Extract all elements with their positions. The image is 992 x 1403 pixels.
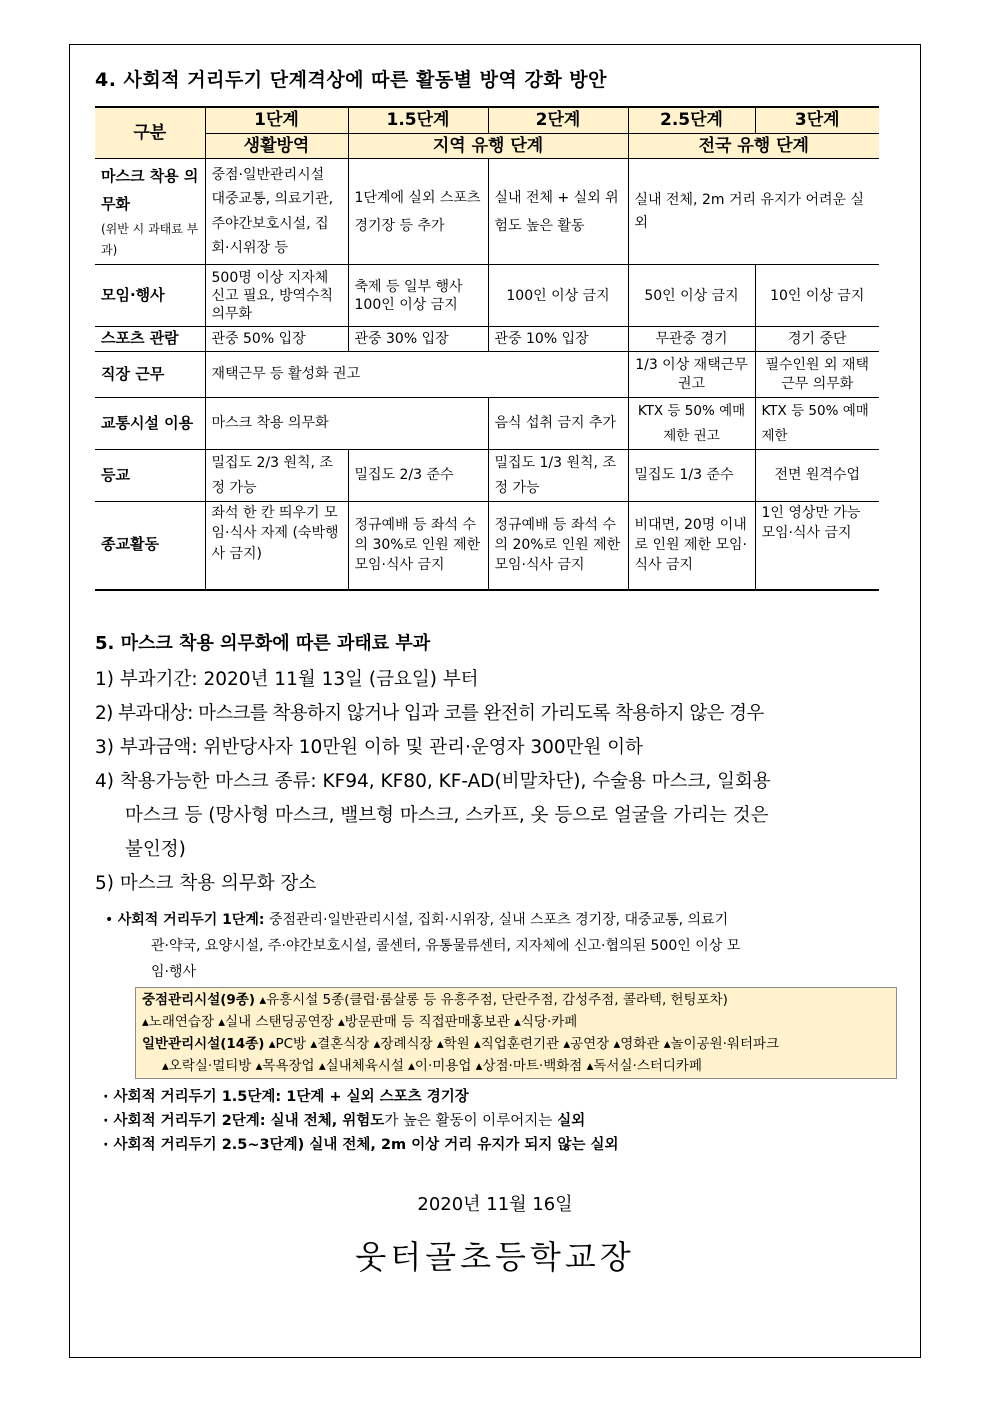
school-stage-3: 전면 원격수업 [755,450,879,502]
work-stage-2-5: 1/3 이상 재택근무 권고 [628,352,755,398]
sports-stage-1: 관중 50% 입장 [205,327,348,352]
school-stage-1-5: 밀집도 2/3 준수 [348,450,488,502]
stage1-text: 중점관리·일반관리시설, 집회·시위장, 실내 스포츠 경기장, 대중교통, 의료기 [268,911,729,928]
sports-stage-3: 경기 중단 [755,327,879,352]
stage1-text-2: 관·약국, 요양시설, 주·야간보호시설, 콜센터, 유통물류센터, 지자체에 신고·협의된 500인 이상 모 [151,937,741,954]
section5-title: 5. 마스크 착용 의무화에 따른 과태료 부과 [95,632,431,654]
facility-box [135,987,897,1079]
header-group-national: 전국 유행 단계 [628,133,879,159]
work-stage-3: 필수인원 외 재택근무 의무화 [755,352,879,398]
transport-stage-1-1-5: 마스크 착용 의무화 [205,398,488,450]
sports-stage-2: 관중 10% 입장 [488,327,628,352]
section4-title: 4. 사회적 거리두기 단계격상에 따른 활동별 방역 강화 방안 [95,69,607,91]
mask-stage-1-5: 1단계에 실외 스포츠 경기장 등 추가 [348,159,488,265]
item-4-continued [95,799,895,867]
header-stage-1-5: 1.5단계 [348,107,488,133]
header-stage-2: 2단계 [488,107,628,133]
facility-group-1 [142,989,890,1011]
sports-stage-1-5: 관중 30% 입장 [348,327,488,352]
school-stage-1: 밀집도 2/3 원칙, 조정 가능 [205,450,348,502]
document-body [95,66,895,1157]
gathering-stage-3: 10인 이상 금지 [755,265,879,327]
school-stage-2: 밀집도 1/3 원칙, 조정 가능 [488,450,628,502]
header-group-regional: 지역 유행 단계 [348,133,628,159]
stage2-part-a: · 사회적 거리두기 2단계: 실내 전체, 위험도 [103,1112,385,1129]
stage25-bullet: · 사회적 거리두기 2.5~3단계) 실내 전체, 2m 이상 거리 유지가 되지 않는 실외 [103,1136,619,1153]
item-4-line-2: 마스크 등 (망사형 마스크, 밸브형 마스크, 스카프, 옷 등으로 얼굴을 가리는 것은 [125,804,769,826]
facility-group-1-label: 중점관리시설(9종) [142,991,256,1008]
religion-stage-2-5: 비대면, 20명 이내로 인원 제한 모임·식사 금지 [628,502,755,590]
religion-stage-1-5: 정규예배 등 좌석 수의 30%로 인원 제한 모임·식사 금지 [348,502,488,590]
row-label-work: 직장 근무 [95,352,205,398]
sports-stage-2-5: 무관중 경기 [628,327,755,352]
stage2-part-c: 실외 [557,1112,586,1129]
header-stage-3: 3단계 [755,107,879,133]
gathering-stage-2-5: 50인 이상 금지 [628,265,755,327]
item-2: 2) 부과대상: 마스크를 착용하지 않거나 입과 코를 완전히 가리도록 착용하지 않은 경우 [95,702,764,724]
transport-stage-2: 음식 섭취 금지 추가 [488,398,628,450]
facility-group-2-line-2: ▴오락실·멀티방 ▴목욕장업 ▴실내체육시설 ▴이·미용업 ▴상점·마트·백화점 ▴독서실·스터디카페 [162,1057,703,1074]
row-label-mask [95,159,205,265]
header-gubun: 구분 [95,107,205,159]
stage2-part-b: 가 높은 활동이 이루어지는 [384,1112,553,1129]
item-5: 5) 마스크 착용 의무화 장소 [95,872,317,894]
row-label-religion: 종교활동 [95,502,205,590]
facility-group-2 [142,1033,890,1055]
stage1-label: 사회적 거리두기 1단계: [117,911,265,928]
facility-group-1-line-1: ▴유흥시설 5종(클럽·룸살롱 등 유흥주점, 단란주점, 감성주점, 콜라텍, 헌팅포차) [259,991,728,1008]
row-label-mask-text: 마스크 착용 의무화 [101,166,199,214]
activity-table [95,106,879,591]
item-4-line-3: 불인정) [125,838,186,860]
facility-group-1-line-2: ▴노래연습장 ▴실내 스탠딩공연장 ▴방문판매 등 직접판매홍보관 ▴식당·카페 [142,1013,578,1030]
religion-stage-3: 1인 영상만 가능 모임·식사 금지 [755,502,879,590]
row-label-school: 등교 [95,450,205,502]
mask-places-list [95,907,895,1157]
item-4: 4) 착용가능한 마스크 종류: KF94, KF80, KF-AD(비말차단), 수술용 마스크, 일회용 [95,770,771,792]
religion-stage-1: 좌석 한 칸 띄우기 모임·식사 자제 (숙박행사 금지) [205,502,348,590]
header-stage-1: 1단계 [205,107,348,133]
header-stage-2-5: 2.5단계 [628,107,755,133]
row-label-sports: 스포츠 관람 [95,327,205,352]
mask-stage-1: 중점·일반관리시설 대중교통, 의료기관, 주야간보호시설, 집회·시위장 등 [205,159,348,265]
facility-group-2-label: 일반관리시설(14종) [142,1035,265,1052]
mask-stage-2: 실내 전체 + 실외 위험도 높은 활동 [488,159,628,265]
row-label-gathering: 모임·행사 [95,265,205,327]
header-group-daily: 생활방역 [205,133,348,159]
item-3: 3) 부과금액: 위반당사자 10만원 이하 및 관리·운영자 300만원 이하 [95,736,644,758]
row-label-transport: 교통시설 이용 [95,398,205,450]
mask-stage-2-5-3: 실내 전체, 2m 거리 유지가 어려운 실외 [628,159,879,265]
facility-group-2-line-1: ▴PC방 ▴결혼식장 ▴장례식장 ▴학원 ▴직업훈련기관 ▴공연장 ▴영화관 ▴놀이공원·워터파크 [268,1035,780,1052]
school-stage-2-5: 밀집도 1/3 준수 [628,450,755,502]
transport-stage-3: KTX 등 50% 예매 제한 [755,398,879,450]
stage1-text-3: 임·행사 [151,963,197,980]
stage15-bullet: · 사회적 거리두기 1.5단계: 1단계 + 실외 스포츠 경기장 [103,1088,469,1105]
work-stage-1-2: 재택근무 등 활성화 권고 [205,352,628,398]
document-date: 2020년 11월 16일 [417,1194,573,1215]
gathering-stage-1: 500명 이상 지자체 신고 필요, 방역수칙 의무화 [205,265,348,327]
transport-stage-2-5: KTX 등 50% 예매 제한 권고 [628,398,755,450]
gathering-stage-2: 100인 이상 금지 [488,265,628,327]
religion-stage-2: 정규예배 등 좌석 수의 20%로 인원 제한 모임·식사 금지 [488,502,628,590]
item-1: 1) 부과기간: 2020년 11월 13일 (금요일) 부터 [95,668,479,690]
document-signer: 웃터골초등학교장 [355,1238,635,1276]
gathering-stage-1-5: 축제 등 일부 행사 100인 이상 금지 [348,265,488,327]
stage2-bullet [103,1109,895,1133]
stage1-bullet: • 사회적 거리두기 1단계: 중점관리·일반관리시설, 집회·시위장, 실내 스포츠 경기장, 대중교통, 의료기 관·약국, 요양시설, 주·야간보호시설, 콜센터, 유통물류센터, 지자체에 신고·협의된 500인 이상 모 임·행사 [105,907,895,985]
row-label-mask-sub: (위반 시 과태료 부과) [101,221,199,258]
